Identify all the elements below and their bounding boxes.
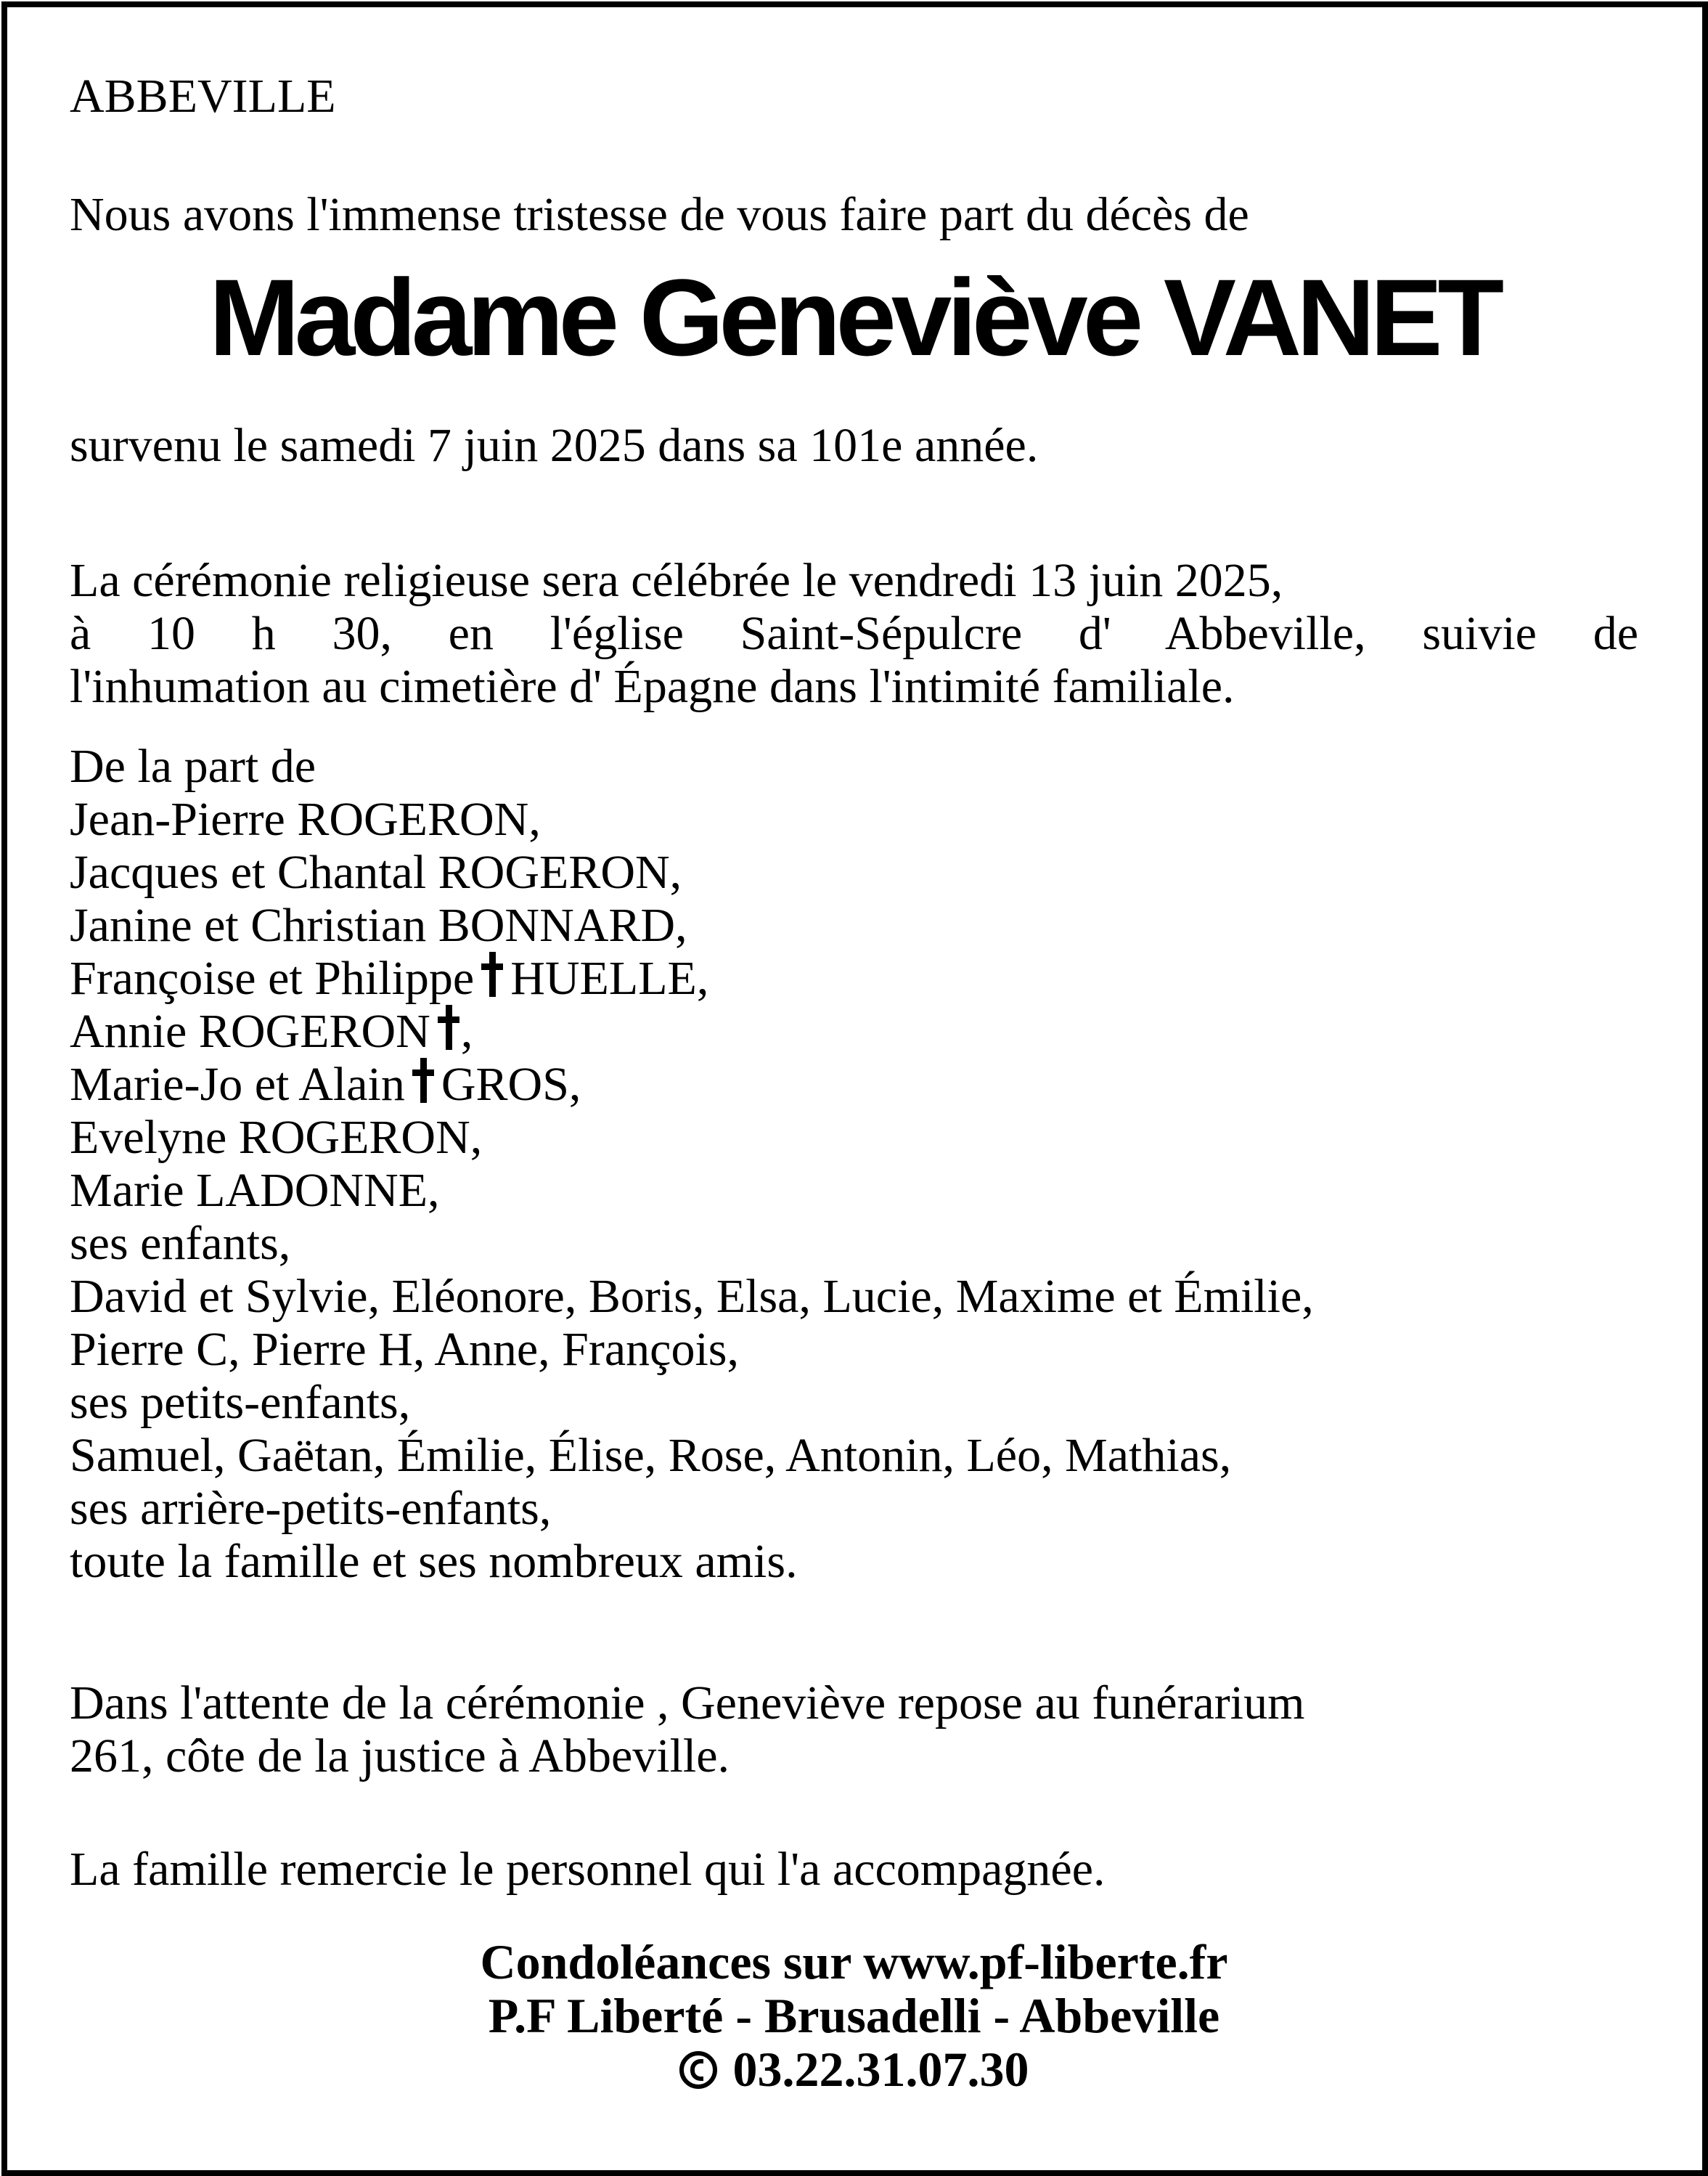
family-closing: toute la famille et ses nombreux amis.	[70, 1535, 798, 1588]
name-part: Françoise et Philippe	[70, 952, 475, 1005]
repose-line-2: 261, côte de la justice à Abbeville.	[70, 1729, 730, 1782]
name-part: Marie-Jo et Alain	[70, 1058, 405, 1111]
cross-icon	[438, 1005, 459, 1050]
name-part: HUELLE,	[510, 952, 709, 1005]
list-item: Samuel, Gaëtan, Émilie, Élise, Rose, Antonin, Léo, Mathias,	[70, 1429, 1232, 1482]
ceremony-line-1: La cérémonie religieuse sera célébrée le vendredi 13 juin 2025,	[70, 554, 1283, 607]
phone-line	[0, 2042, 1708, 2096]
deceased-name: Madame Geneviève VANET	[208, 256, 1500, 378]
name-part: GROS,	[441, 1058, 581, 1111]
death-notice: survenu le samedi 7 juin 2025 dans sa 101e année.	[70, 419, 1039, 472]
list-item: David et Sylvie, Eléonore, Boris, Elsa, Lucie, Maxime et Émilie,	[70, 1270, 1314, 1323]
ceremony-line-3: l'inhumation au cimetière d' Épagne dans l'intimité familiale.	[70, 660, 1235, 713]
repose-line-1: Dans l'attente de la cérémonie , Geneviève repose au funérarium	[70, 1676, 1305, 1729]
condolences-text: Condoléances sur www.pf-liberte.fr	[480, 1934, 1228, 1989]
city-heading: ABBEVILLE	[70, 70, 336, 123]
ceremony-line-2: à 10 h 30, en l'église Saint-Sépulcre d' Abbeville, suivie de	[70, 607, 1638, 660]
family-intro: De la part de	[70, 740, 316, 793]
list-item	[70, 1005, 1314, 1058]
cross-icon	[412, 1058, 434, 1103]
phone-number: 03.22.31.07.30	[732, 2042, 1029, 2097]
family-list	[70, 740, 1314, 1588]
thanks-text: La famille remercie le personnel qui l'a accompagnée.	[70, 1843, 1106, 1896]
list-item: Evelyne ROGERON,	[70, 1111, 483, 1164]
ceremony-paragraph	[70, 554, 1638, 713]
great-grandchildren-label: ses arrière-petits-enfants,	[70, 1482, 552, 1535]
list-item: Jacques et Chantal ROGERON,	[70, 846, 682, 899]
company-name: P.F Liberté - Brusadelli - Abbeville	[488, 1988, 1220, 2043]
children-label: ses enfants,	[70, 1217, 291, 1270]
list-item	[70, 952, 1314, 1005]
telephone-icon	[679, 2051, 717, 2089]
list-item: Marie LADONNE,	[70, 1164, 440, 1217]
name-part: ,	[460, 1005, 473, 1058]
name-part: Annie ROGERON	[70, 1005, 430, 1058]
list-item: Jean-Pierre ROGERON,	[70, 793, 541, 846]
list-item: Pierre C, Pierre H, Anne, François,	[70, 1323, 739, 1376]
list-item: Janine et Christian BONNARD,	[70, 899, 687, 952]
list-item	[70, 1058, 1314, 1111]
grandchildren-label: ses petits-enfants,	[70, 1376, 411, 1429]
cross-icon	[481, 952, 503, 997]
intro-text: Nous avons l'immense tristesse de vous faire part du décès de	[70, 188, 1249, 241]
